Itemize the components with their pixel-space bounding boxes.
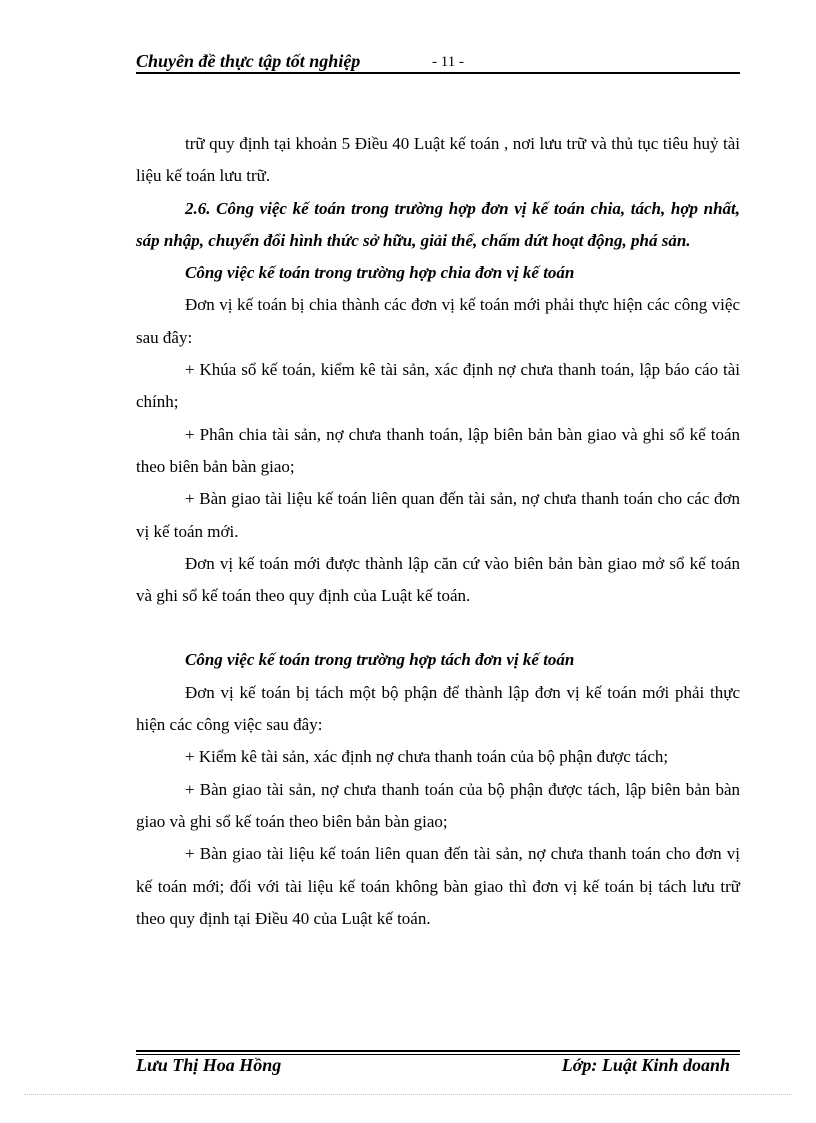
list-item: + Bàn giao tài liệu kế toán liên quan đến tài sản, nợ chưa thanh toán cho các đơn vị kế toán mới. xyxy=(136,489,740,541)
subsection-heading-separation: Công việc kế toán trong trường hợp tách đơn vị kế toán xyxy=(185,650,575,670)
paragraph: Đơn vị kế toán bị chia thành các đơn vị kế toán mới phải thực hiện các công việc sau đây: xyxy=(136,295,740,347)
paragraph: Đơn vị kế toán bị tách một bộ phận để thành lập đơn vị kế toán mới phải thực hiện các công việc sau đây: xyxy=(136,682,740,735)
list-item: + Khúa sổ kế toán, kiểm kê tài sản, xác định nợ chưa thanh toán, lập báo cáo tài chính; xyxy=(136,360,740,412)
list-item: + Kiểm kê tài sản, xác định nợ chưa thanh toán của bộ phận được tách; xyxy=(185,747,669,767)
page-body xyxy=(136,128,740,935)
header-divider xyxy=(136,72,740,74)
list-item: + Bàn giao tài liệu kế toán liên quan đến tài sản, nợ chưa thanh toán cho đơn vị kế toán mới; đối với tài liệu kế toán không bàn giao thì đơn vị kế toán bị tách lưu trữ theo quy định tại Điều 40 của Luật kế toán. xyxy=(136,844,740,928)
page-bottom-edge xyxy=(24,1094,792,1095)
footer-author: Lưu Thị Hoa Hồng xyxy=(136,1055,282,1075)
footer-class: Lớp: Luật Kinh doanh xyxy=(561,1055,730,1075)
list-item: + Bàn giao tài sản, nợ chưa thanh toán của bộ phận được tách, lập biên bản bàn giao và ghi sổ kế toán theo biên bản bàn giao; xyxy=(136,779,740,831)
list-item: + Phân chia tài sản, nợ chưa thanh toán, lập biên bản bàn giao và ghi sổ kế toán theo biên bản bàn giao; xyxy=(136,424,740,476)
paragraph-continuation: trữ quy định tại khoản 5 Điều 40 Luật kế toán , nơi lưu trữ và thủ tục tiêu huỷ tài liệu kế toán lưu trữ. xyxy=(136,134,740,186)
section-heading: 2.6. Công việc kế toán trong trường hợp đơn vị kế toán chia, tách, hợp nhất, sáp nhập, chuyển đổi hình thức sở hữu, giải thể, chấm dứt hoạt động, phá sản. xyxy=(136,198,740,250)
header-title: Chuyên đề thực tập tốt nghiệp xyxy=(136,51,361,71)
paragraph: Đơn vị kế toán mới được thành lập căn cứ vào biên bản bàn giao mở sổ kế toán và ghi sổ kế toán theo quy định của Luật kế toán. xyxy=(136,553,740,606)
page-header xyxy=(136,50,740,72)
footer-divider-thick xyxy=(136,1050,740,1052)
page-number: - 11 - xyxy=(432,54,464,70)
subsection-heading-division: Công việc kế toán trong trường hợp chia đơn vị kế toán xyxy=(185,263,575,283)
